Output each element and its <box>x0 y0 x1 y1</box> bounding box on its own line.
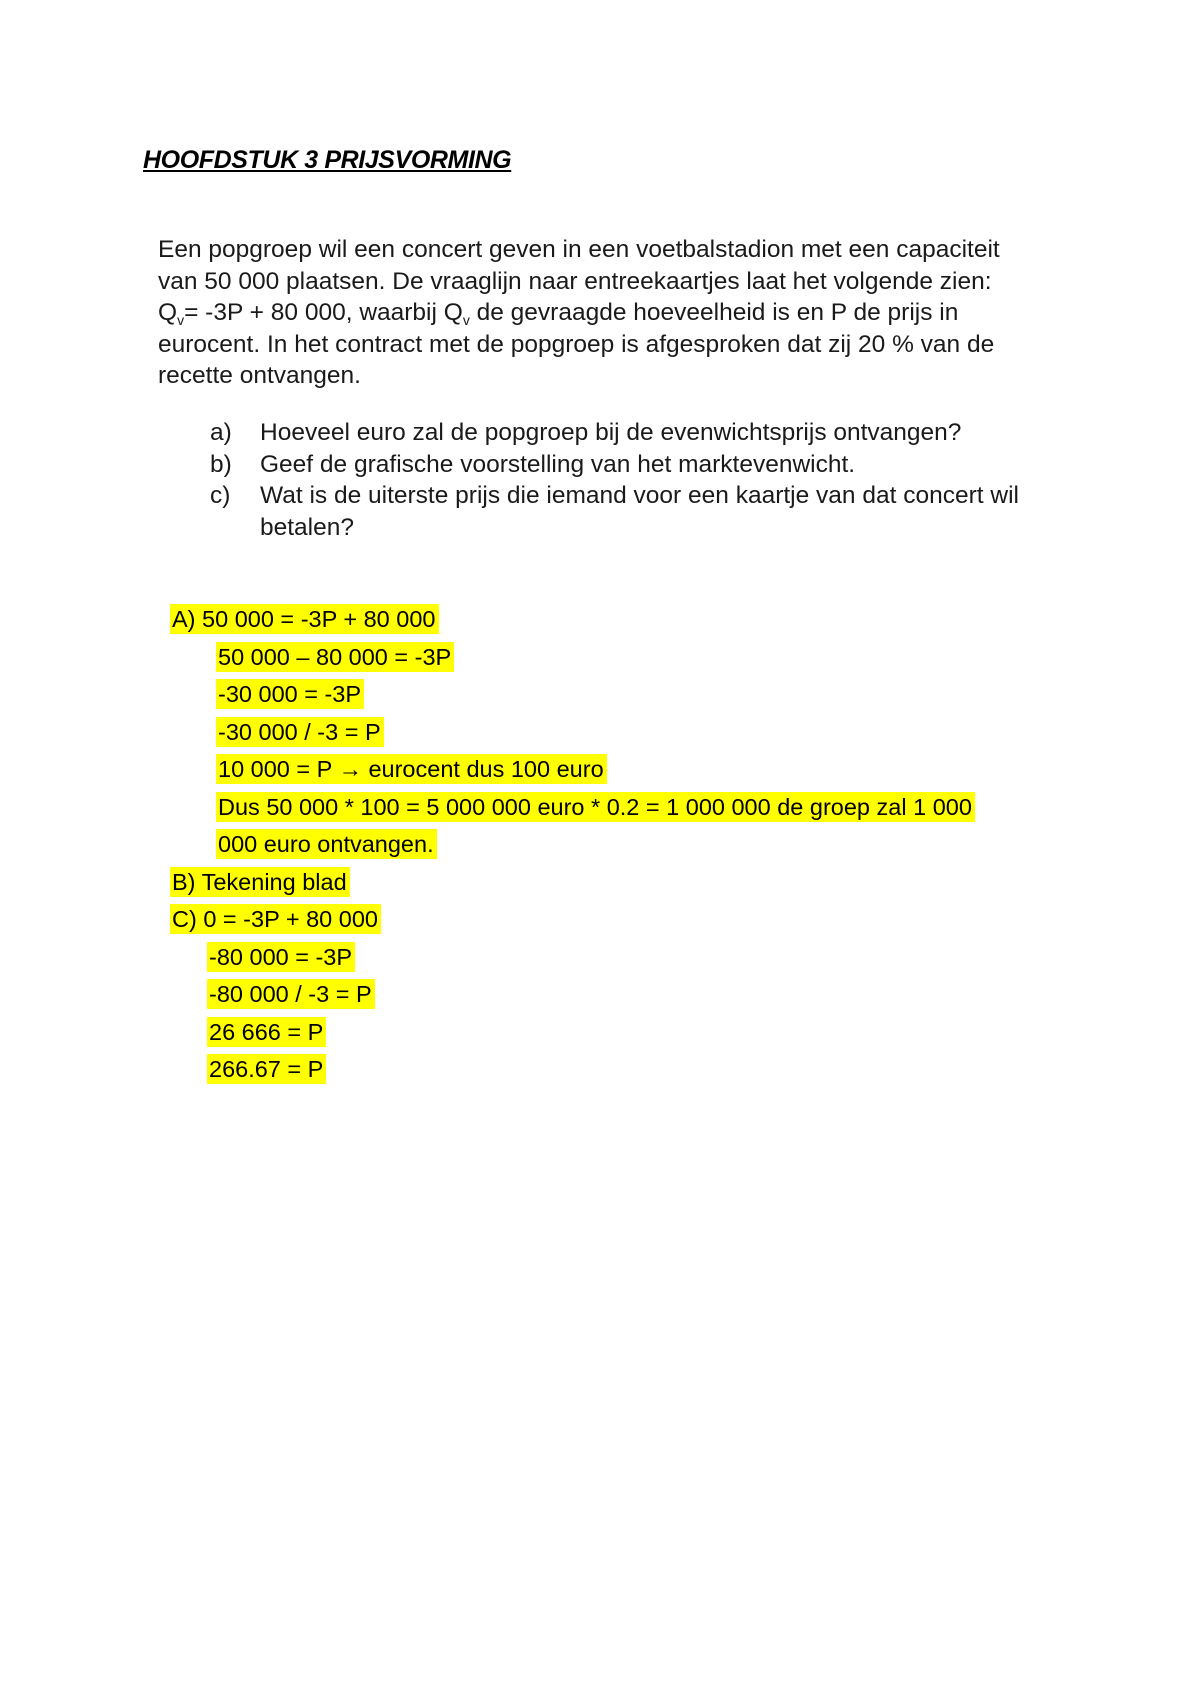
problem-line: eurocent. In het contract met de popgroep is afgesproken dat zij 20 % van de <box>158 330 995 358</box>
answer-line: 26 666 = P <box>207 1014 326 1051</box>
problem-line: van 50 000 plaatsen. De vraaglijn naar entreekaartjes laat het volgende zien: <box>158 267 992 295</box>
answer-line: -30 000 = -3P <box>216 676 364 713</box>
question-item-continuation: betalen? <box>260 513 355 541</box>
problem-line: Een popgroep wil een concert geven in een voetbalstadion met een capaciteit <box>158 236 1000 263</box>
answer-line: -30 000 / -3 = P <box>216 714 384 751</box>
answer-line: B) Tekening blad <box>170 864 350 901</box>
answer-line: -80 000 / -3 = P <box>207 976 375 1013</box>
question-item: b) Geef de grafische voorstelling van het marktevenwicht. <box>210 450 856 478</box>
problem-line-formula: $Q_v= -3P + 80$ 000, waarbij $Q_v$ de gevraagde hoeveelheid is en P de prijs in <box>158 299 959 328</box>
answer-line: 50 000 – 80 000 = -3P <box>216 639 454 676</box>
page-title: HOOFDSTUK 3 PRIJSVORMING <box>143 146 512 174</box>
problem-statement <box>158 234 1058 392</box>
answer-line: Dus 50 000 * 100 = 5 000 000 euro * 0.2 = 1 000 000 de groep zal 1 000 <box>216 789 975 826</box>
question-item: c) Wat is de uiterste prijs die iemand voor een kaartje van dat concert wil <box>210 482 1019 509</box>
answer-line: 10 000 = P → eurocent dus 100 euro <box>216 751 607 788</box>
answer-line: C) 0 = -3P + 80 000 <box>170 901 381 938</box>
problem-line: recette ontvangen. <box>158 362 361 389</box>
answer-line: 266.67 = P <box>207 1051 326 1088</box>
question-list <box>158 417 1058 543</box>
question-item: a) Hoeveel euro zal de popgroep bij de evenwichtsprijs ontvangen? <box>210 419 962 446</box>
answer-line: 000 euro ontvangen. <box>216 826 437 863</box>
answer-line: -80 000 = -3P <box>207 939 355 976</box>
answer-line: A) 50 000 = -3P + 80 000 <box>170 601 439 638</box>
